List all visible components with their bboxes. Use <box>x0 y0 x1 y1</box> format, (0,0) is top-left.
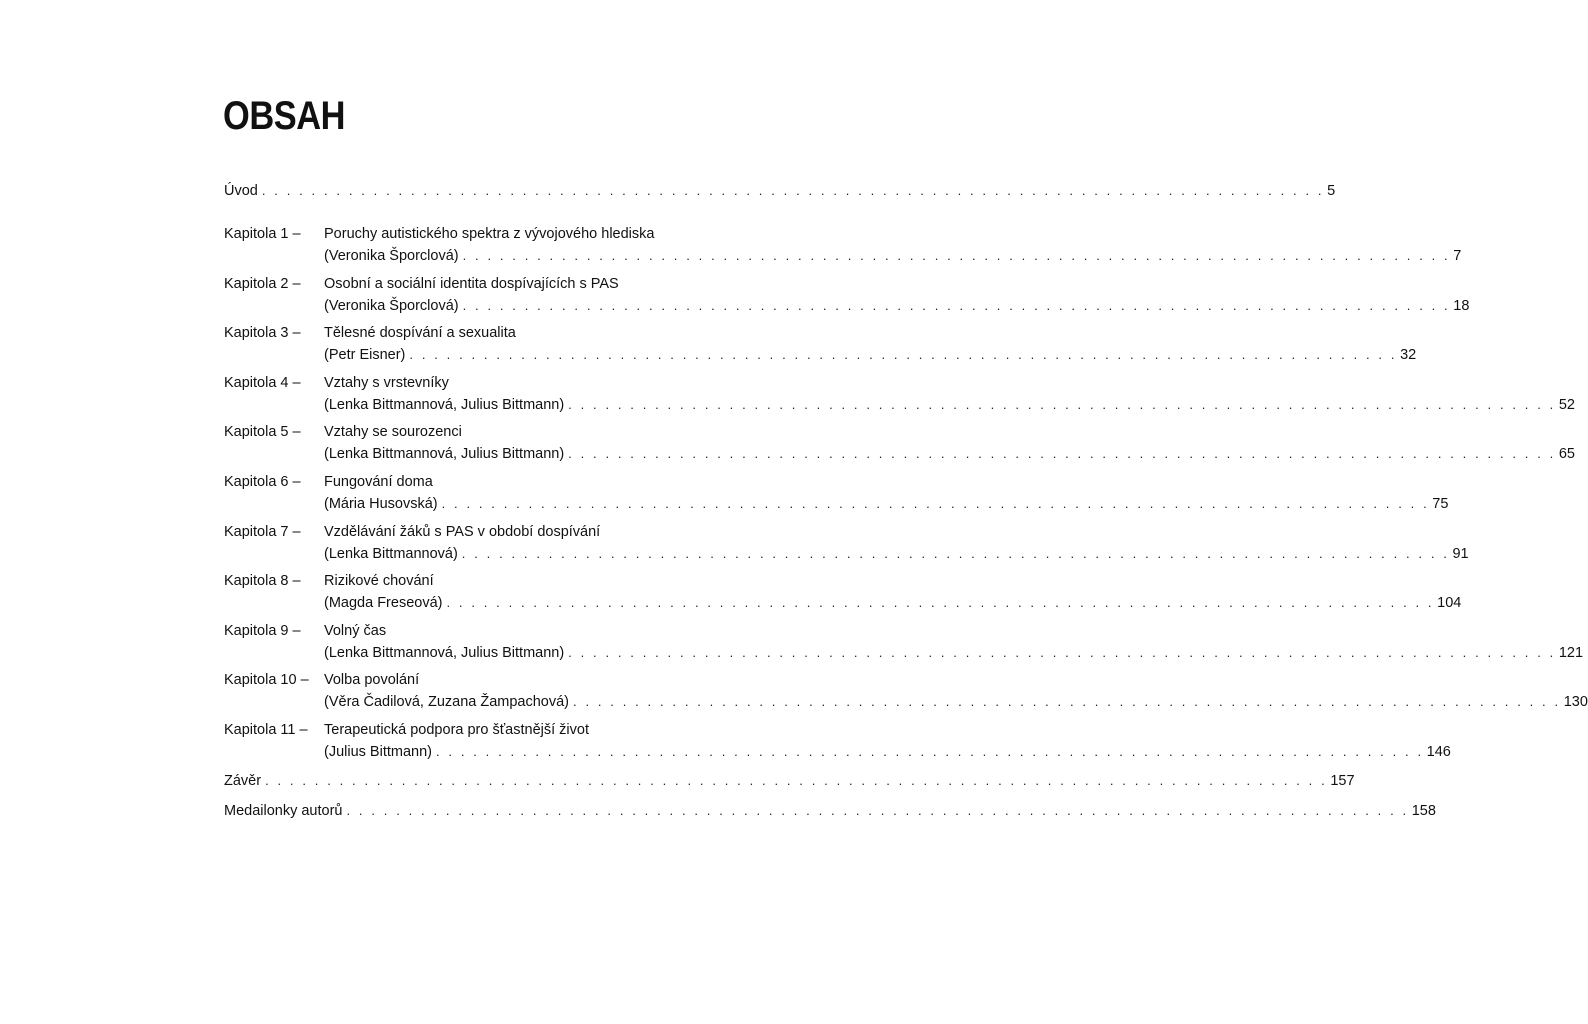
chapter-authors-line <box>324 543 1469 565</box>
toc-chapter-entry <box>224 620 1584 664</box>
chapter-title: Fungování doma <box>324 474 433 490</box>
chapter-authors: (Veronika Šporclová) <box>324 248 459 264</box>
toc-chapter-entry <box>224 471 1449 515</box>
page-title: OBSAH <box>223 94 346 138</box>
chapter-authors: (Lenka Bittmannová) <box>324 546 458 562</box>
chapter-number: Kapitola 4 – <box>224 375 301 391</box>
toc-chapter-entry <box>224 372 1575 416</box>
dot-leader: . . . . . . . . . . . . . . . . . . . . . . . . . . . . . . . . . . . . . . . . . . . . . . . . . . . . . . . . . . . . . . . . . . . . . . . . . . . . . . . . . . . . . . <box>265 773 1328 788</box>
toc-entry-label: Medailonky autorů <box>224 803 343 819</box>
chapter-title: Volný čas <box>324 623 387 639</box>
chapter-number: Kapitola 3 – <box>224 325 301 341</box>
toc-chapter-entry <box>224 273 1470 317</box>
chapter-page: 18 <box>1453 298 1470 314</box>
toc-chapter-entry <box>224 521 1469 565</box>
dot-leader: . . . . . . . . . . . . . . . . . . . . . . . . . . . . . . . . . . . . . . . . . . . . . . . . . . . . . . . . . . . . . . . . . . . . . . . . . . . . . . . . <box>409 347 1398 362</box>
chapter-authors: (Veronika Šporclová) <box>324 298 459 314</box>
chapter-authors-line <box>324 592 1462 614</box>
dot-leader: . . . . . . . . . . . . . . . . . . . . . . . . . . . . . . . . . . . . . . . . . . . . . . . . . . . . . . . . . . . . . . . . . . . . . . . . . . . . . . . . <box>568 397 1556 412</box>
dot-leader: . . . . . . . . . . . . . . . . . . . . . . . . . . . . . . . . . . . . . . . . . . . . . . . . . . . . . . . . . . . . . . . . . . . . . . . . . . . . . . . . . . . . . . <box>261 183 1325 198</box>
chapter-title: Rizikové chování <box>324 573 434 589</box>
toc-chapter-entry <box>224 669 1588 713</box>
chapter-authors-line <box>324 443 1575 465</box>
chapter-page: 52 <box>1558 397 1575 413</box>
dot-leader: . . . . . . . . . . . . . . . . . . . . . . . . . . . . . . . . . . . . . . . . . . . . . . . . . . . . . . . . . . . . . . . . . . . . . . . . . . . . . . . . <box>568 645 1556 660</box>
chapter-title: Vztahy se sourozenci <box>324 424 462 440</box>
dot-leader: . . . . . . . . . . . . . . . . . . . . . . . . . . . . . . . . . . . . . . . . . . . . . . . . . . . . . . . . . . . . . . . . . . . . . . . . . . . . . . . . <box>461 546 1450 561</box>
chapter-number: Kapitola 5 – <box>224 424 301 440</box>
dot-leader: . . . . . . . . . . . . . . . . . . . . . . . . . . . . . . . . . . . . . . . . . . . . . . . . . . . . . . . . . . . . . . . . . . . . . . . . . . . . . . . . <box>435 744 1424 759</box>
chapter-number: Kapitola 6 – <box>224 474 301 490</box>
toc-chapter-entry <box>224 322 1417 366</box>
chapter-title: Volba povolání <box>324 672 420 688</box>
chapter-title: Terapeutická podpora pro šťastnější život <box>324 722 589 738</box>
chapter-authors-line <box>324 295 1470 317</box>
chapter-page: 130 <box>1563 694 1588 710</box>
toc-entry-page: 5 <box>1327 183 1336 199</box>
toc-chapter-entry <box>224 719 1451 763</box>
toc-chapter-entry <box>224 570 1462 614</box>
toc-chapter-entry <box>224 421 1575 465</box>
chapter-title: Poruchy autistického spektra z vývojového hlediska <box>324 226 655 242</box>
chapter-page: 104 <box>1437 595 1462 611</box>
chapter-authors-line <box>324 642 1584 664</box>
chapter-authors-line <box>324 344 1417 366</box>
chapter-authors: (Věra Čadilová, Zuzana Žampachová) <box>324 694 570 710</box>
chapter-authors-line <box>324 741 1451 763</box>
chapter-title: Osobní a sociální identita dospívajících s PAS <box>324 276 619 292</box>
dot-leader: . . . . . . . . . . . . . . . . . . . . . . . . . . . . . . . . . . . . . . . . . . . . . . . . . . . . . . . . . . . . . . . . . . . . . . . . . . . . . . . . . . . . . . <box>346 803 1409 818</box>
toc-entry-page: 157 <box>1330 773 1355 789</box>
chapter-number: Kapitola 9 – <box>224 623 301 639</box>
chapter-page: 65 <box>1558 446 1575 462</box>
chapter-authors: (Lenka Bittmannová, Julius Bittmann) <box>324 397 565 413</box>
chapter-number: Kapitola 1 – <box>224 226 301 242</box>
dot-leader: . . . . . . . . . . . . . . . . . . . . . . . . . . . . . . . . . . . . . . . . . . . . . . . . . . . . . . . . . . . . . . . . . . . . . . . . . . . . . . . . <box>446 595 1435 610</box>
chapter-authors-line <box>324 493 1449 515</box>
dot-leader: . . . . . . . . . . . . . . . . . . . . . . . . . . . . . . . . . . . . . . . . . . . . . . . . . . . . . . . . . . . . . . . . . . . . . . . . . . . . . . . . <box>441 496 1430 511</box>
dot-leader: . . . . . . . . . . . . . . . . . . . . . . . . . . . . . . . . . . . . . . . . . . . . . . . . . . . . . . . . . . . . . . . . . . . . . . . . . . . . . . . . <box>462 248 1451 263</box>
toc-entry-label: Závěr <box>224 773 262 789</box>
chapter-page: 121 <box>1558 645 1584 661</box>
chapter-page: 7 <box>1453 248 1462 264</box>
chapter-page: 75 <box>1432 496 1449 512</box>
chapter-authors-line <box>324 691 1588 713</box>
chapter-authors: (Mária Husovská) <box>324 496 438 512</box>
toc-entry-page: 158 <box>1411 803 1436 819</box>
chapter-page: 146 <box>1426 744 1451 760</box>
toc-entry-conclusion <box>224 770 1355 792</box>
toc-entry-label: Úvod <box>224 183 258 199</box>
chapter-title: Vzdělávání žáků s PAS v období dospívání <box>324 524 601 540</box>
chapter-authors: (Magda Freseová) <box>324 595 443 611</box>
chapter-number: Kapitola 2 – <box>224 276 301 292</box>
chapter-number: Kapitola 7 – <box>224 524 301 540</box>
chapter-page: 91 <box>1452 546 1469 562</box>
chapter-number: Kapitola 10 – <box>224 672 309 688</box>
chapter-title: Vztahy s vrstevníky <box>324 375 449 391</box>
toc-entry-intro <box>224 180 1336 202</box>
chapter-authors-line <box>324 245 1462 267</box>
chapter-authors: (Julius Bittmann) <box>324 744 432 760</box>
chapter-page: 32 <box>1400 347 1417 363</box>
toc-entry-bios <box>224 800 1436 822</box>
chapter-authors: (Petr Eisner) <box>324 347 406 363</box>
dot-leader: . . . . . . . . . . . . . . . . . . . . . . . . . . . . . . . . . . . . . . . . . . . . . . . . . . . . . . . . . . . . . . . . . . . . . . . . . . . . . . . . <box>573 694 1561 709</box>
chapter-number: Kapitola 11 – <box>224 722 308 738</box>
dot-leader: . . . . . . . . . . . . . . . . . . . . . . . . . . . . . . . . . . . . . . . . . . . . . . . . . . . . . . . . . . . . . . . . . . . . . . . . . . . . . . . . <box>462 298 1451 313</box>
chapter-authors-line <box>324 394 1575 416</box>
chapter-authors: (Lenka Bittmannová, Julius Bittmann) <box>324 446 565 462</box>
chapter-authors: (Lenka Bittmannová, Julius Bittmann) <box>324 645 565 661</box>
dot-leader: . . . . . . . . . . . . . . . . . . . . . . . . . . . . . . . . . . . . . . . . . . . . . . . . . . . . . . . . . . . . . . . . . . . . . . . . . . . . . . . . <box>568 446 1556 461</box>
toc-chapter-entry <box>224 223 1462 267</box>
chapter-number: Kapitola 8 – <box>224 573 301 589</box>
chapter-title: Tělesné dospívání a sexualita <box>324 325 516 341</box>
